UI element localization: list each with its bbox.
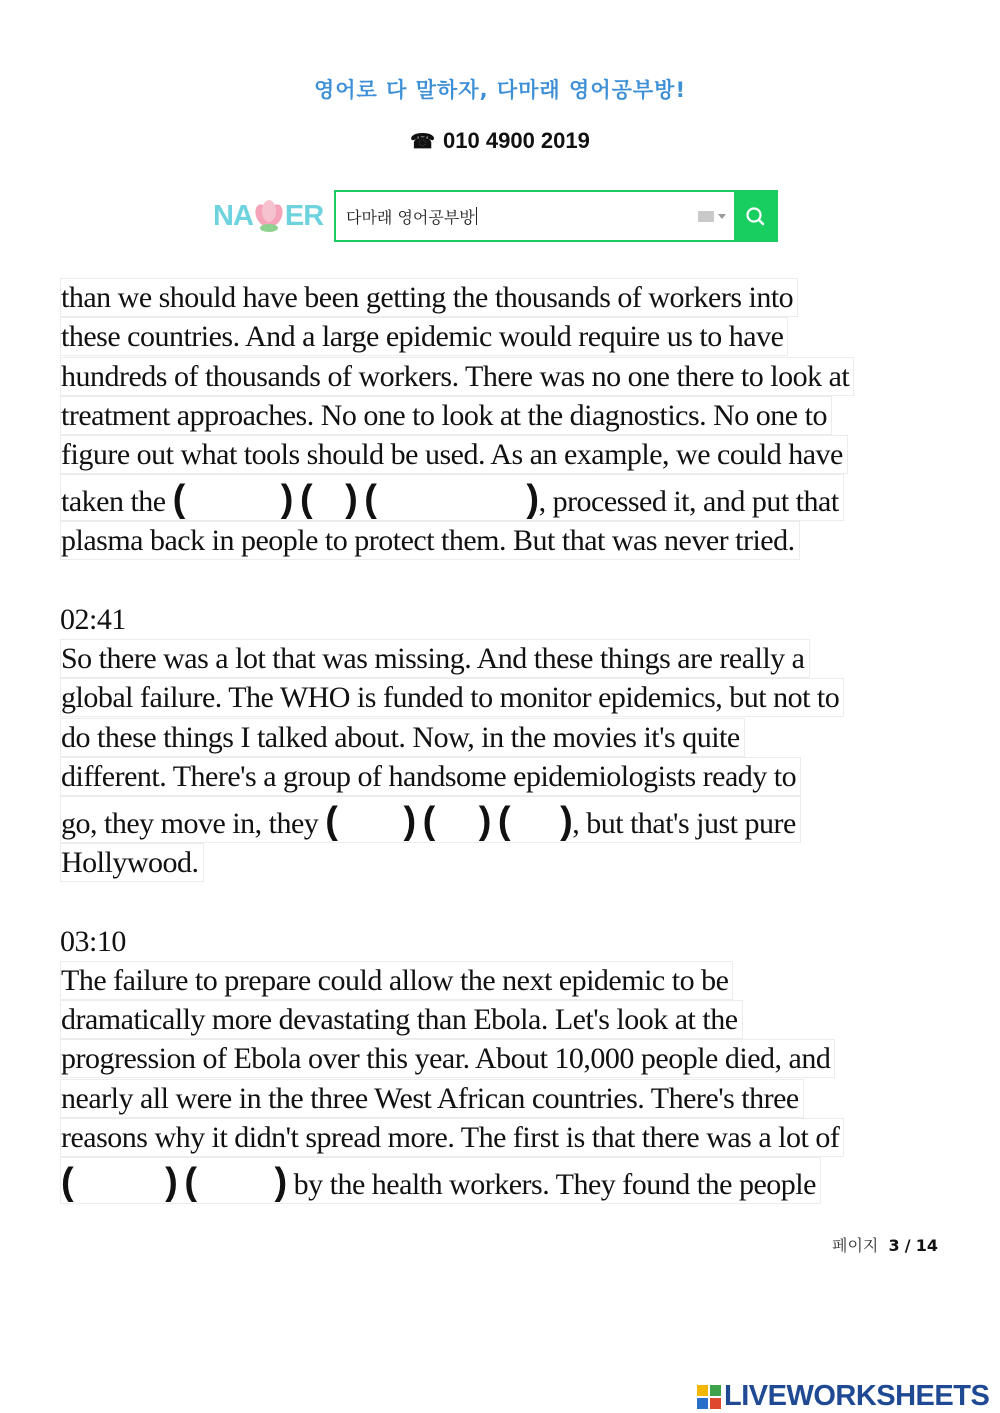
naver-logo-left: NA: [213, 199, 253, 232]
timestamp: 02:41: [60, 602, 126, 636]
passage-line: reasons why it didn't spread more. The first is that there was a lot of: [60, 1118, 844, 1157]
liveworksheets-brand: LIVEWORKSHEETS: [724, 1380, 990, 1412]
text-caret: [476, 207, 477, 225]
page-indicator: [832, 1233, 938, 1256]
passage-line: hundreds of thousands of workers. There was no one there to look at: [60, 357, 854, 396]
liveworksheets-icon: [697, 1385, 721, 1409]
naver-search-box: [334, 190, 778, 242]
search-icon: [744, 205, 766, 227]
search-button[interactable]: [734, 192, 776, 240]
passage-line: So there was a lot that was missing. And these things are really a: [60, 639, 810, 678]
keyboard-icon[interactable]: [690, 192, 734, 240]
header-tagline: 영어로 다 말하자, 다마래 영어공부방!: [313, 78, 687, 102]
search-input-value: 다마래 영어공부방: [346, 207, 475, 227]
search-input[interactable]: [336, 192, 690, 240]
page-current: 3: [888, 1236, 900, 1255]
worksheet-passage: [60, 278, 950, 1204]
passage-line: The failure to prepare could allow the next epidemic to be: [60, 961, 733, 1000]
passage-line: these countries. And a large epidemic would require us to have: [60, 317, 788, 356]
naver-logo: [213, 196, 323, 236]
naver-logo-right: ER: [284, 199, 324, 232]
timestamp: 03:10: [60, 924, 126, 958]
page-label: 페이지: [832, 1236, 879, 1255]
passage-line: plasma back in people to protect them. But that was never tried.: [60, 521, 800, 560]
phone-icon: ☎: [410, 131, 436, 153]
phone-number: [0, 128, 1000, 154]
passage-line: do these things I talked about. Now, in the movies it's quite: [60, 718, 745, 757]
passage-line: progression of Ebola over this year. About 10,000 people died, and: [60, 1039, 835, 1078]
passage-line: nearly all were in the three West African countries. There's three: [60, 1079, 804, 1118]
passage-line: taken the ( ) ( ) ( ), processed it, and put that: [60, 474, 844, 521]
passage-line: figure out what tools should be used. As an example, we could have: [60, 435, 848, 474]
passage-line: than we should have been getting the thousands of workers into: [60, 278, 798, 317]
passage-line: ( ) ( ) by the health workers. They found the people: [60, 1157, 821, 1204]
page-total: 14: [915, 1236, 938, 1255]
flower-icon: [254, 198, 284, 234]
phone-text: 010 4900 2019: [443, 128, 590, 153]
passage-line: dramatically more devastating than Ebola. Let's look at the: [60, 1000, 743, 1039]
chevron-down-icon: [718, 214, 726, 219]
passage-line: treatment approaches. No one to look at the diagnostics. No one to: [60, 396, 832, 435]
passage-line: Hollywood.: [60, 843, 204, 882]
passage-line: different. There's a group of handsome epidemiologists ready to: [60, 757, 801, 796]
page-separator: /: [904, 1236, 911, 1255]
passage-line: go, they move in, they ( ) ( ) ( ), but that's just pure: [60, 796, 801, 843]
passage-line: global failure. The WHO is funded to monitor epidemics, but not to: [60, 678, 844, 717]
liveworksheets-logo: [697, 1380, 989, 1413]
